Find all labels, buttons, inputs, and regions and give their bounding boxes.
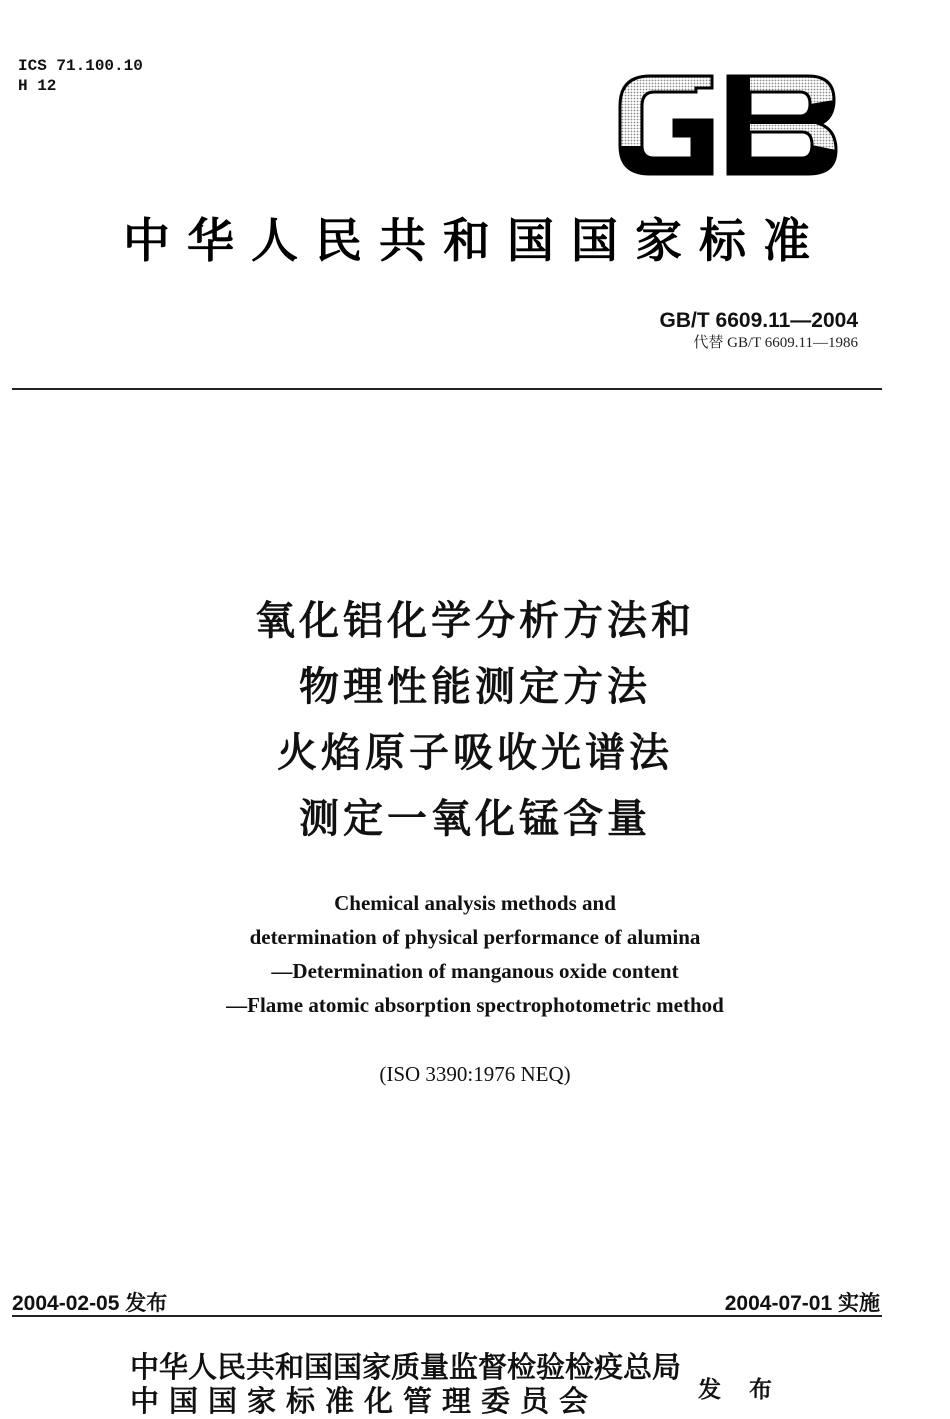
national-standard-title: 中华人民共和国国家标准 bbox=[123, 214, 827, 269]
english-title-line: —Determination of manganous oxide content bbox=[271, 959, 679, 983]
english-title bbox=[0, 886, 950, 1022]
classification-codes bbox=[18, 56, 143, 96]
english-title-line: —Flame atomic absorption spectrophotometric method bbox=[226, 993, 724, 1017]
chinese-title bbox=[0, 588, 950, 852]
iso-reference: (ISO 3390:1976 NEQ) bbox=[379, 1062, 571, 1086]
chinese-title-line: 氧化铝化学分析方法和 bbox=[255, 598, 695, 644]
replaces-standard: 代替 GB/T 6609.11—1986 bbox=[693, 335, 858, 351]
english-title-line: determination of physical performance of alumina bbox=[249, 925, 701, 949]
english-title-line: Chemical analysis methods and bbox=[334, 891, 616, 915]
publish-label: 发 布 bbox=[698, 1376, 783, 1403]
gb-logo bbox=[612, 70, 842, 180]
standard-number: GB/T 6609.11—2004 bbox=[659, 309, 858, 332]
issue-date: 2004-02-05 发布 bbox=[12, 1292, 168, 1315]
header-divider bbox=[12, 388, 882, 390]
issuer-sac: 中国国家标准化管理委员会 bbox=[130, 1384, 599, 1418]
chinese-title-line: 物理性能测定方法 bbox=[299, 664, 651, 710]
footer-divider bbox=[12, 1315, 882, 1317]
chinese-title-line: 火焰原子吸收光谱法 bbox=[277, 730, 673, 776]
issuing-authorities bbox=[130, 1350, 681, 1418]
implementation-date: 2004-07-01 实施 bbox=[724, 1292, 880, 1315]
issuer-aqsiq: 中华人民共和国国家质量监督检验检疫总局 bbox=[130, 1350, 682, 1384]
ics-code: ICS 71.100.10 bbox=[18, 57, 143, 75]
ccs-code: H 12 bbox=[18, 77, 57, 95]
chinese-title-line: 测定一氧化锰含量 bbox=[299, 796, 651, 842]
